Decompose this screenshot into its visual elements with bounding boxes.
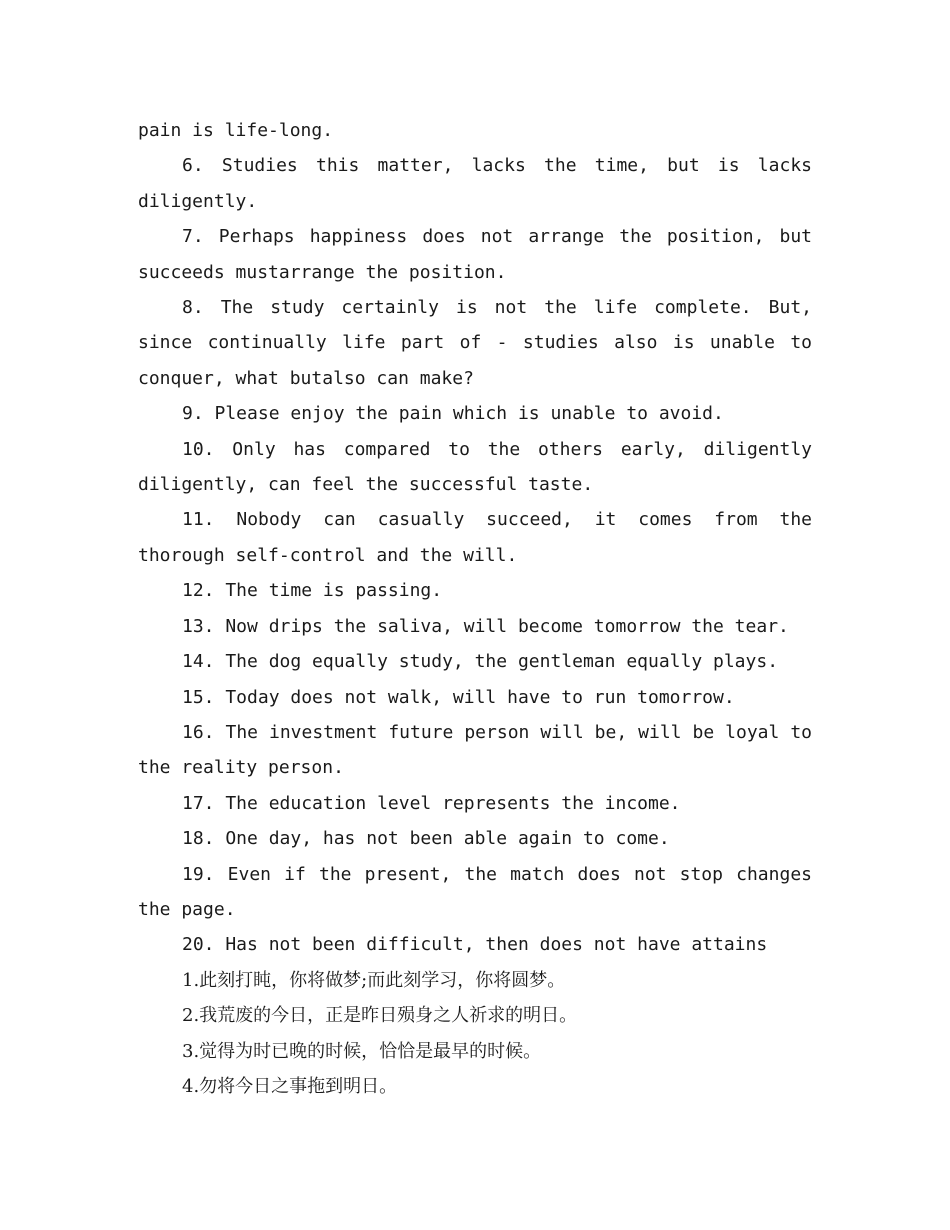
list-item: 15. Today does not walk, will have to run tomorrow. [182,686,735,708]
chinese-list-item: 4.勿将今日之事拖到明日。 [182,1075,398,1097]
list-item: 12. The time is passing. [182,580,443,602]
list-item: 8. The study certainly is not the life complete. But, since continually life part of - studies also is unable to conquer, what butalso can make? [138,297,812,389]
list-item: 14. The dog equally study, the gentleman equally plays. [182,651,779,673]
chinese-list-item: 1.此刻打盹，你将做梦;而此刻学习，你将圆梦。 [182,969,566,991]
list-item: 11. Nobody can casually succeed, it comes from the thorough self-control and the will. [138,509,812,566]
list-item: 17. The education level represents the income. [182,792,681,814]
list-item: 6. Studies this matter, lacks the time, but is lacks diligently. [138,155,812,212]
list-item: 16. The investment future person will be, will be loyal to the reality person. [138,721,812,779]
document-body [138,113,812,1104]
paragraph-continuation: pain is life-long. [138,120,334,141]
list-item: 9. Please enjoy the pain which is unable to avoid. [182,403,724,425]
chinese-list-item: 2.我荒废的今日，正是昨日殒身之人祈求的明日。 [182,1005,578,1027]
chinese-list-item: 3.觉得为时已晚的时候，恰恰是最早的时候。 [182,1040,542,1062]
list-item: 10. Only has compared to the others early, diligently diligently, can feel the successful taste. [138,438,812,496]
list-item: 20. Has not been difficult, then does not have attains [182,934,768,956]
list-item: 13. Now drips the saliva, will become tomorrow the tear. [182,615,789,637]
list-item: 19. Even if the present, the match does not stop changes the page. [138,863,812,920]
list-item: 18. One day, has not been able again to come. [182,828,670,850]
list-item: 7. Perhaps happiness does not arrange the position, but succeeds mustarrange the position. [138,226,812,283]
